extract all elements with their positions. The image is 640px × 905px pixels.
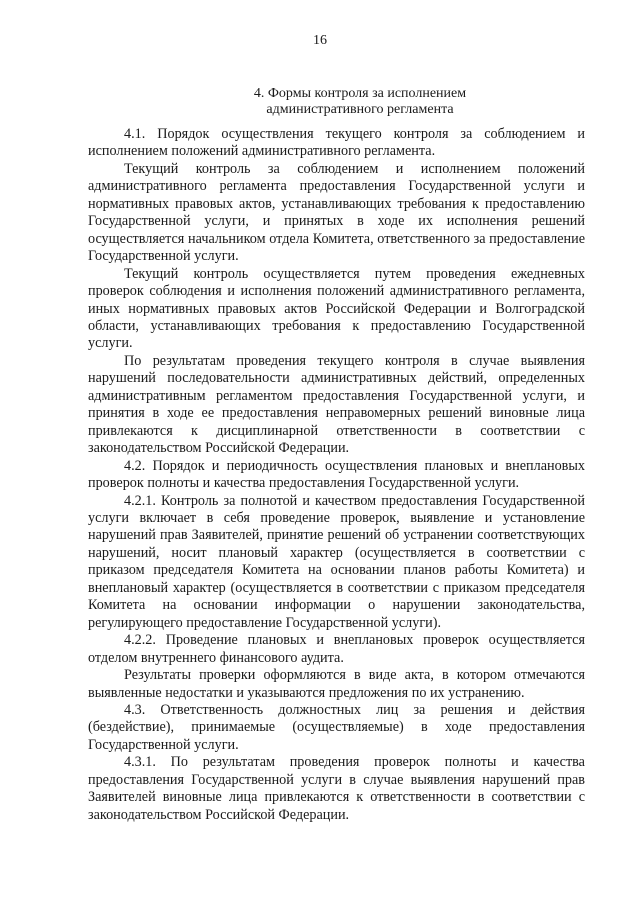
paragraph-inspection-results: Результаты проверки оформляются в виде акта, в котором отмечаются выявленные недостатки и указываются предложения по их устранению.	[88, 667, 585, 701]
section-title-line-1: 4. Формы контроля за исполнением	[253, 86, 467, 101]
paragraph-4-1: 4.1. Порядок осуществления текущего контроля за соблюдением и исполнением положений административного регламента.	[88, 126, 585, 160]
document-body	[88, 126, 585, 824]
paragraph-4-2-1: 4.2.1. Контроль за полнотой и качеством предоставления Государственной услуги включает в себя проведение проверок, выявление и установление нарушений прав Заявителей, принятие решений об устранении соответствующих нарушений, носит плановый характер (осуществляется в соответствии с приказом председателя Комитета на основании планов работы Комитета) и внеплановый характер (осуществляется в соответствии с приказом председателя Комитета на основании информации о нарушении законодательства, регулирующего предоставление Государственной услуги).	[88, 492, 585, 631]
paragraph-4-2: 4.2. Порядок и периодичность осуществления плановых и внеплановых проверок полноты и качества предоставления Государственной услуги.	[88, 457, 585, 492]
section-title	[160, 86, 560, 118]
paragraph-4-3: 4.3. Ответственность должностных лиц за решения и действия (бездействие), принимаемые (осуществляемые) в ходе предоставления Государственной услуги.	[88, 701, 585, 753]
paragraph-4-3-1: 4.3.1. По результатам проведения проверок полноты и качества предоставления Государственной услуги в случае выявления нарушений прав Заявителей виновные лица привлекаются к ответственности в соответствии с законодательством Российской Федерации.	[88, 754, 585, 823]
page-number: 16	[313, 33, 327, 48]
paragraph-4-2-2: 4.2.2. Проведение плановых и внеплановых проверок осуществляется отделом внутреннего финансового аудита.	[88, 632, 585, 666]
section-title-line-2: административного регламента	[266, 102, 454, 117]
paragraph-control-results: По результатам проведения текущего контроля в случае выявления нарушений последовательности административных действий, определенных административным регламентом предоставления Государственной услуги, и принятия в ходе ее предоставления неправомерных решений виновные лица привлекаются к дисциплинарной ответственности в соответствии с законодательством Российской Федерации.	[88, 352, 585, 457]
paragraph-daily-checks: Текущий контроль осуществляется путем проведения ежедневных проверок соблюдения и исполнения положений административного регламента, иных нормативных правовых актов Российской Федерации и Волгоградской области, устанавливающих требования к предоставлению Государственной услуги.	[88, 265, 585, 352]
paragraph-current-control: Текущий контроль за соблюдением и исполнением положений административного регламента предоставления Государственной услуги и нормативных правовых актов, устанавливающих требования к предоставлению Государственной услуги, и принятых в ходе их исполнения решений осуществляется начальником отдела Комитета, ответственного за предоставление Государственной услуги.	[88, 160, 585, 265]
